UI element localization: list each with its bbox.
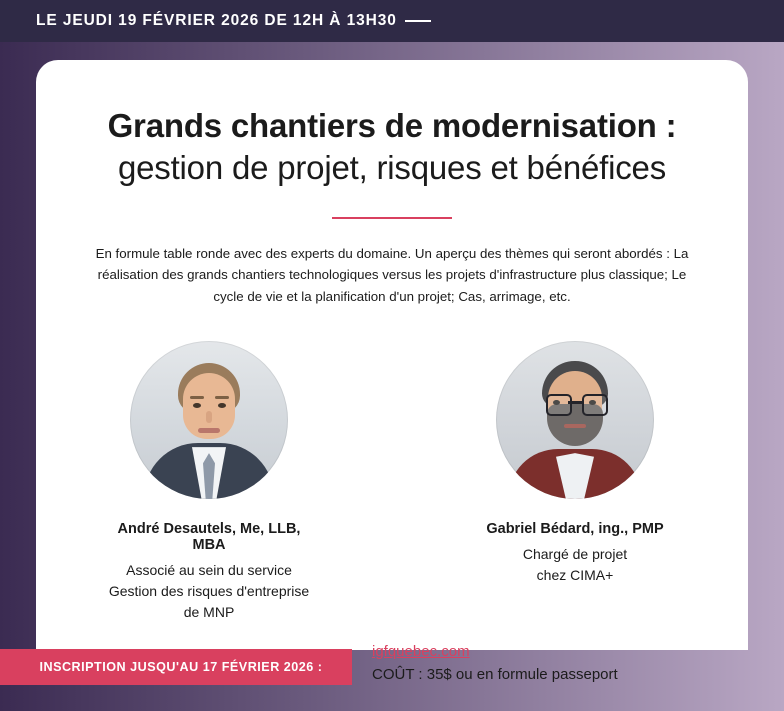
content-card bbox=[36, 60, 748, 650]
speaker-role-line-1: Chargé de projet bbox=[522, 546, 628, 563]
cost-text: COÛT : 35$ ou en formule passeport bbox=[372, 666, 618, 683]
speaker-role-line-1: Associé au sein du service bbox=[126, 562, 292, 579]
footer bbox=[0, 643, 784, 711]
speaker-photo-andre-desautels bbox=[130, 341, 288, 499]
speakers-list bbox=[36, 341, 748, 623]
event-description: En formule table ronde avec des experts du domaine. Un aperçu des thèmes qui seront abordés : La réalisation des grands chantiers technologiques versus les projets d'infrastructure plus classique; Le cycle de vie et la planification d'un projet; Cas, arrimage, etc. bbox=[95, 245, 689, 304]
speaker-name: André Desautels, Me, LLB, MBA bbox=[117, 521, 301, 554]
footer-info bbox=[372, 643, 618, 683]
speaker-photo-gabriel-bedard bbox=[496, 341, 654, 499]
page-title bbox=[36, 106, 748, 189]
date-underline-decoration bbox=[405, 20, 431, 22]
date-bar bbox=[0, 0, 784, 42]
title-divider bbox=[332, 217, 452, 219]
speaker-role-line-2: Gestion des risques d'entreprise de MNP bbox=[108, 583, 310, 621]
registration-banner bbox=[0, 649, 352, 685]
registration-deadline-text: INSCRIPTION JUSQU'AU 17 FÉVRIER 2026 : bbox=[39, 660, 323, 674]
title-line-secondary: gestion de projet, risques et bénéfices bbox=[117, 149, 667, 187]
speaker-card bbox=[470, 341, 680, 623]
registration-link[interactable]: igfquebec.com bbox=[372, 643, 470, 660]
title-line-primary: Grands chantiers de modernisation : bbox=[107, 107, 677, 144]
speaker-name: Gabriel Bédard, ing., PMP bbox=[486, 521, 664, 538]
speaker-role-line-2: chez CIMA+ bbox=[536, 567, 614, 584]
event-date-text: LE JEUDI 19 FÉVRIER 2026 DE 12H À 13H30 bbox=[36, 12, 397, 29]
speaker-card bbox=[104, 341, 314, 623]
